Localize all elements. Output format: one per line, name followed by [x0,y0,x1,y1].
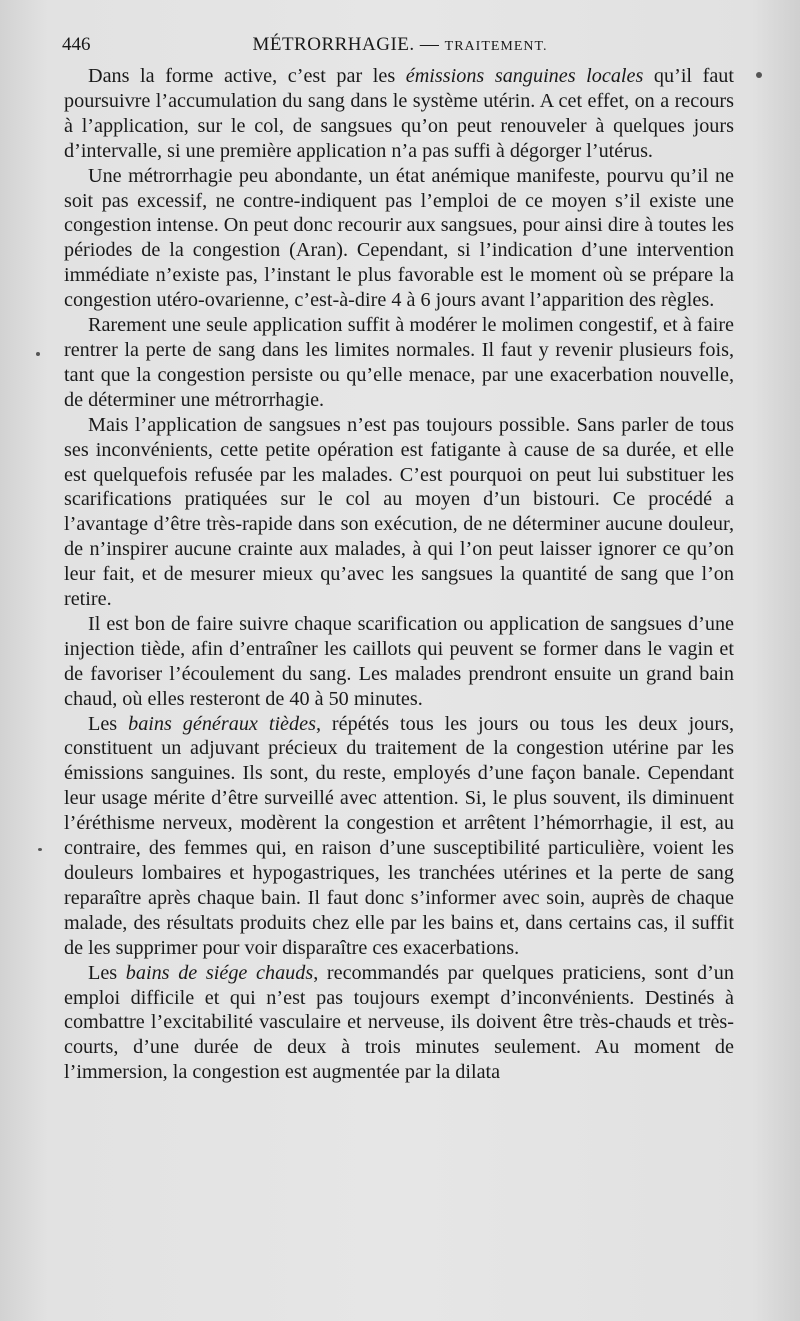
paragraph-1: Dans la forme active, c’est par les émissions sanguines locales qu’il faut poursuivre l’accumulation du sang dans le système utérin. A cet effet, on a recours à l’application, sur le col, de sangsues qu’on peut renouveler à quelques jours d’intervalle, si une première application n’a pas suffi à dégorger l’utérus. [64,65,734,162]
paper-speck [38,848,42,851]
paragraph-2: Une métrorrhagie peu abondante, un état anémique manifeste, pourvu qu’il ne soit pas excessif, ne contre-indiquent pas l’emploi de ce moyen s’il existe une congestion intense. On peut donc recourir aux sangsues, pour ainsi dire à toutes les périodes de la congestion (Aran). Cependant, si l’indication d’une intervention immédiate n’existe pas, l’instant le plus favorable est le moment où se prépare la congestion utéro-ovarienne, c’est-à-dire 4 à 6 jours avant l’apparition des règles. [64,164,734,312]
emphasis-term: émissions sanguines locales [405,65,644,87]
chapter-title: MÉTRORRHAGIE. [252,34,415,55]
paragraph-3: Rarement une seule application suffit à modérer le molimen congestif, et à faire rentrer la perte de sang dans les limites normales. Il faut y revenir plusieurs fois, tant que la congestion persiste ou qu’elle menace, par une exacerbation nouvelle, de déterminer une métrorrhagie. [64,314,734,411]
section-subtitle: TRAITEMENT. [444,39,548,54]
running-title [62,34,738,56]
paper-speck [756,72,762,78]
body-text [64,64,734,1085]
paragraph-7: Les bains de siége chauds, recommandés par quelques praticiens, sont d’un emploi difficile et qui n’est pas toujours exempt d’inconvénients. Destinés à combattre l’excitabilité vasculaire et nerveuse, ils doivent être très-chauds et très-courts, d’une durée de deux à trois minutes seulement. Au moment de l’immersion, la congestion est augmentée par la dilata [64,961,734,1084]
title-separator: — [419,34,440,55]
paragraph-6: Les bains généraux tièdes, répétés tous les jours ou tous les deux jours, constituent un adjuvant précieux du traitement de la congestion utérine par les émissions sanguines. Ils sont, du reste, employés d’une façon banale. Cependant leur usage mérite d’être surveillé avec attention. Si, le plus souvent, ils diminuent l’éréthisme nerveux, modèrent la congestion et arrêtent l’hémorrhagie, il est, au contraire, des femmes qui, en raison d’une susceptibilité particulière, voient les douleurs lombaires et hypogastriques, les tranchées utérines et la perte de sang reparaître après chaque bain. Il faut donc s’informer avec soin, auprès de chaque malade, des résultats produits chez elle par les bains et, dans certains cas, il suffit de les supprimer pour voir disparaître ces exacerbations. [64,712,734,959]
paragraph-4: Mais l’application de sangsues n’est pas toujours possible. Sans parler de tous ses inconvénients, cette petite opération est fatigante à cause de sa durée, et elle est quelquefois refusée par les malades. C’est pourquoi on peut lui substituer les scarifications pratiquées sur le col au moyen d’un bistouri. Ce procédé a l’avantage d’être très-rapide dans son exécution, de ne déterminer aucune douleur, de n’inspirer aucune crainte aux malades, à qui l’on peut laisser ignorer ce qu’on leur fait, et de mesurer mieux qu’avec les sangsues la quantité de sang que l’on retire. [64,413,734,611]
emphasis-term: bains de siége chauds [125,961,314,984]
running-head [62,30,738,60]
page-number: 446 [62,34,91,55]
paper-speck [36,352,40,356]
emphasis-term: bains généraux tièdes [128,712,316,735]
paragraph-5: Il est bon de faire suivre chaque scarification ou application de sangsues d’une injection tiède, afin d’entraîner les caillots qui peuvent se former dans le vagin et de favoriser l’écoulement du sang. Les malades prendront ensuite un grand bain chaud, où elles resteront de 40 à 50 minutes. [64,612,734,710]
